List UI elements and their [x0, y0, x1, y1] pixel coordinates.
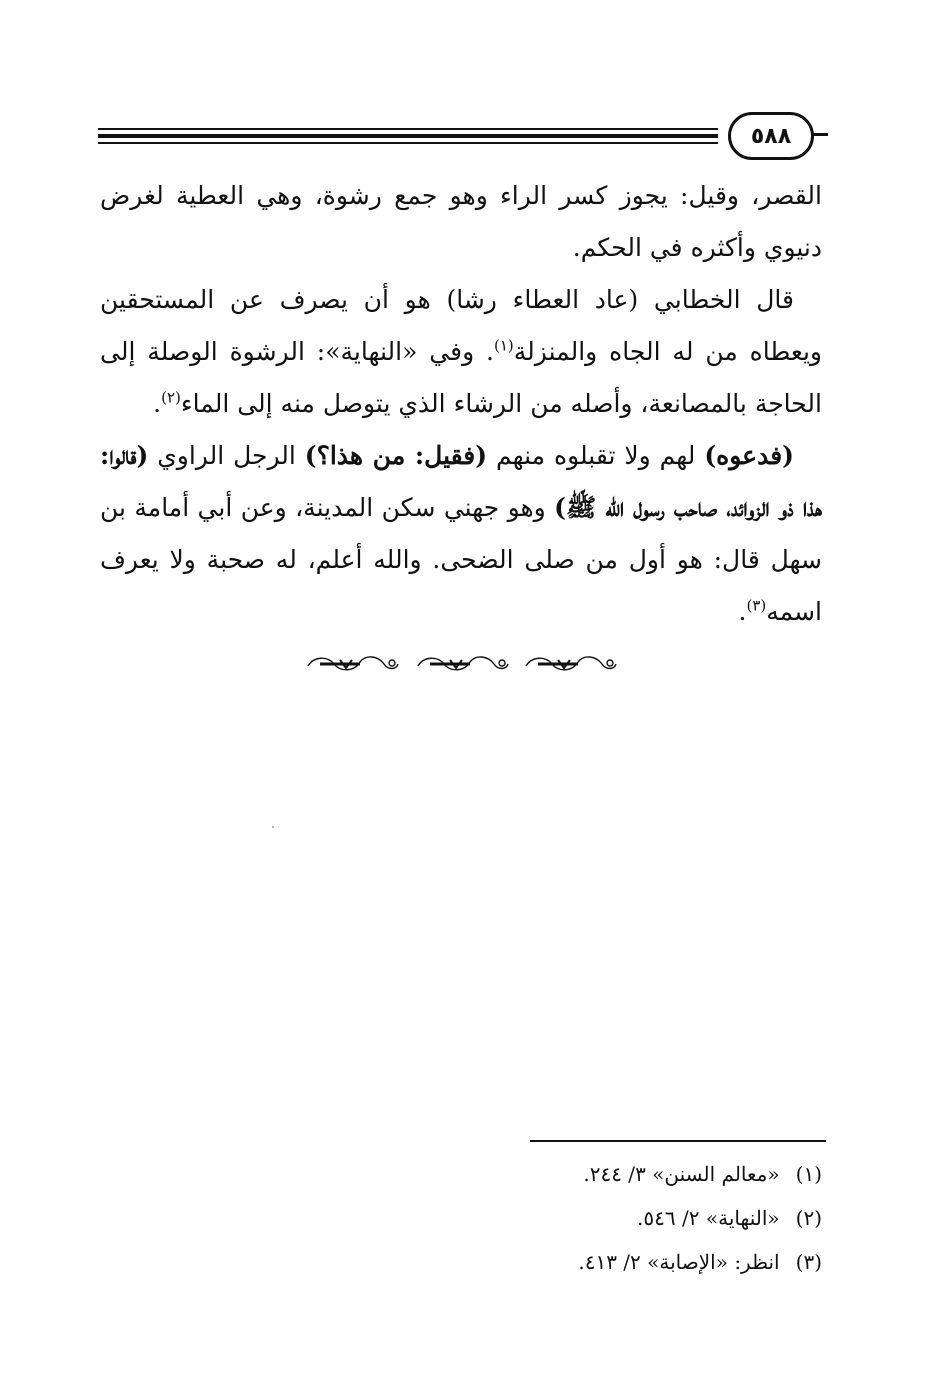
- section-ornament: [300, 650, 620, 678]
- paragraph-3-end: .: [738, 597, 747, 626]
- paragraph-1: [100, 170, 822, 274]
- footnote-3: [300, 1240, 822, 1284]
- page-header: [98, 108, 828, 164]
- page-number: ٥٨٨: [728, 112, 814, 160]
- footnote-1-text: «معالم السنن» ٣/ ٢٤٤.: [583, 1162, 780, 1186]
- paragraph-3-text-3: وهو جهني سكن المدينة، وعن أبي أمامة بن سهل قال: هو أول من صلى الضحى. والله أعلم، له صحبة ولا يعرف اسمه: [100, 493, 822, 626]
- ornament-motif-center: [418, 657, 508, 670]
- footnote-1-number: (١): [795, 1162, 822, 1186]
- footnote-ref-2[interactable]: (٢): [161, 388, 181, 407]
- footnote-2-number: (٢): [795, 1206, 822, 1230]
- paragraph-1-text: القصر، وقيل: يجوز كسر الراء وهو جمع رشوة، وهي العطية لغرض دنيوي وأكثره في الحكم.: [100, 181, 822, 262]
- paragraph-3-text-1: لهم ولا تقبلوه منهم: [487, 441, 705, 470]
- footnotes: [300, 1152, 822, 1284]
- footnote-separator: [530, 1140, 826, 1142]
- paragraph-3: [100, 430, 822, 638]
- footnote-ref-1[interactable]: (١): [494, 336, 514, 355]
- header-rule-bottom: [98, 142, 718, 144]
- footnote-3-text: انظر: «الإصابة» ٢/ ٤١٣.: [578, 1250, 780, 1274]
- hadith-quote-3: (قالوا: هذا ذو الزوائد، صاحب رسول الله ﷺ): [100, 441, 822, 522]
- paragraph-2: [100, 274, 822, 430]
- footnote-2-text: «النهاية» ٢/ ٥٤٦.: [637, 1206, 780, 1230]
- footnote-1: [300, 1152, 822, 1196]
- header-rule-tail: [812, 133, 828, 136]
- paragraph-2-text-a: قال الخطابي (عاد العطاء رشا) هو أن يصرف عن المستحقين ويعطاه من له الجاه والمنزلة: [100, 285, 822, 366]
- paper-speck: [272, 826, 274, 828]
- ornament-motif-left: [308, 657, 398, 670]
- ornament-motif-right: [526, 657, 616, 670]
- hadith-quote-2: (فقيل: من هذا؟): [304, 441, 488, 470]
- paragraph-2-text-c: .: [153, 389, 162, 418]
- paragraph-2-text-b: . وفي «النهاية»: الرشوة الوصلة إلى الحاجة بالمصانعة، وأصله من الرشاء الذي يتوصل منه إلى الماء: [100, 337, 822, 418]
- hadith-quote-1: (فدعوه): [704, 441, 795, 470]
- header-rule-thick: [98, 134, 718, 138]
- main-text: [100, 170, 822, 638]
- footnote-2: [300, 1196, 822, 1240]
- header-rule-top: [98, 128, 718, 130]
- footnote-ref-3[interactable]: (٣): [746, 596, 767, 615]
- footnote-3-number: (٣): [795, 1250, 822, 1274]
- paragraph-3-text-2: الرجل الراوي: [148, 441, 305, 470]
